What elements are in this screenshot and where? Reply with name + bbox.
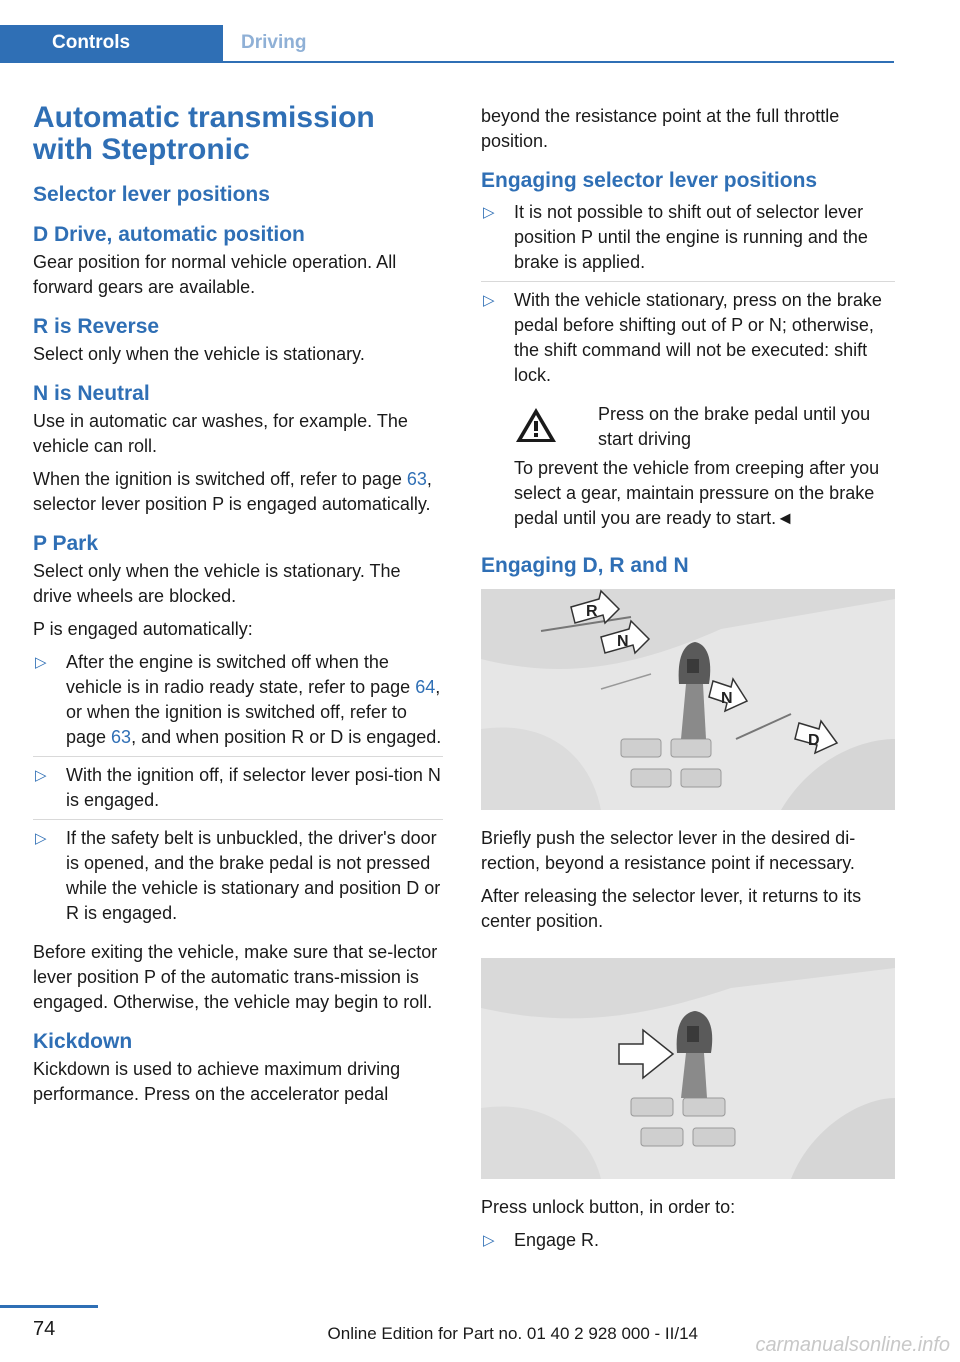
left-column [33,102,443,1115]
list-item: ▷ With the vehicle stationary, press on the brake pedal before shifting out of P or N; otherwise, the shift command will not be executed: shift lock. [483,290,882,385]
tab-controls[interactable]: Controls [0,25,223,61]
page-title: Automatic transmission with Steptronic [33,101,375,166]
unlock-button-drawing [481,958,895,1179]
list-item: ▷ It is not possible to shift out of selector lever position P until the engine is running and the brake is applied. [481,200,895,282]
label-d: D [808,732,820,749]
engaging-heading: Engaging selector lever positions [481,169,818,192]
page-link[interactable]: 63 [406,469,427,489]
right-column [481,104,895,1267]
warning-icon [514,406,558,444]
list-item: ▷ If the safety belt is unbuckled, the driver's door is opened, and the brake pedal is not pressed while the vehicle is stationary and position D or R is engaged. [35,828,441,923]
unlock-text: Press unlock button, in order to: [481,1197,736,1217]
p-heading: P Park [33,532,98,555]
list-item: ▷ With the ignition off, if selector lever posi-tion N is engaged. [33,763,443,820]
p-conditions-list [33,650,443,932]
page-link[interactable]: 63 [111,727,132,747]
triangle-bullet-icon: ▷ [483,204,495,221]
triangle-bullet-icon: ▷ [35,830,47,847]
section-heading: Selector lever positions [33,183,270,206]
selector-lever-illustration-1 [481,589,895,810]
list-item: ▷ Engage R. [481,1228,895,1259]
triangle-bullet-icon: ▷ [35,767,47,784]
page-link[interactable]: 64 [415,677,436,697]
page-number: 74 [33,1318,56,1340]
briefly-push-text: Briefly push the selector lever in the desired di-rection, beyond a resistance point if necessary. [481,828,856,873]
engaging-list [481,200,895,394]
kickdown-text: Kickdown is used to achieve maximum driving performance. Press on the accelerator pedal [33,1059,401,1104]
chapter-tabs [0,25,894,63]
continued-text: beyond the resistance point at the full throttle position. [481,106,840,151]
p-auto-text: P is engaged automatically: [33,619,253,639]
n-heading: N is Neutral [33,382,150,405]
selector-lever-drawing [481,589,895,810]
triangle-bullet-icon: ▷ [483,1232,495,1249]
triangle-bullet-icon: ▷ [483,292,495,309]
watermark: carmanualsonline.info [755,1334,950,1356]
tab-driving[interactable]: Driving [241,32,307,53]
n-text: Use in automatic car washes, for example. The vehicle can roll. [33,411,408,456]
d-heading: D Drive, automatic position [33,223,305,246]
p-text: Select only when the vehicle is stationary. The drive wheels are blocked. [33,561,401,606]
unlock-list [481,1228,895,1259]
before-exit-text: Before exiting the vehicle, make sure that se-lector lever position P of the automatic trans-mission is engaged. Otherwise, the vehicle may begin to roll. [33,942,438,1012]
warning-detail: To prevent the vehicle from creeping after you select a gear, maintain pressure on the brake pedal until you are ready to start.◄ [514,458,880,528]
list-item: ▷ After the engine is switched off when the vehicle is in radio ready state, refer to page 64, or when the ignition is switched off, refer to page 63, and when position R or D is engaged. [33,650,443,757]
selector-lever-illustration-2 [481,958,895,1179]
label-n-upper: N [617,633,629,650]
drn-heading: Engaging D, R and N [481,554,689,577]
d-text: Gear position for normal vehicle operation. All forward gears are available. [33,252,397,297]
label-r: R [586,603,598,620]
kickdown-heading: Kickdown [33,1030,133,1053]
label-n-lower: N [721,690,733,707]
footer-rule [0,1305,98,1308]
triangle-bullet-icon: ▷ [35,654,47,671]
after-release-text: After releasing the selector lever, it returns to its center position. [481,886,862,931]
n-text-2: When the ignition is switched off, refer to page 63, selector lever position P is engaged automatically. [33,469,432,514]
r-heading: R is Reverse [33,315,160,338]
edition-note: Online Edition for Part no. 01 40 2 928 000 - II/14 [327,1324,698,1343]
r-text: Select only when the vehicle is stationary. [33,344,365,364]
warning-note: Press on the brake pedal until you start driving [514,402,895,452]
